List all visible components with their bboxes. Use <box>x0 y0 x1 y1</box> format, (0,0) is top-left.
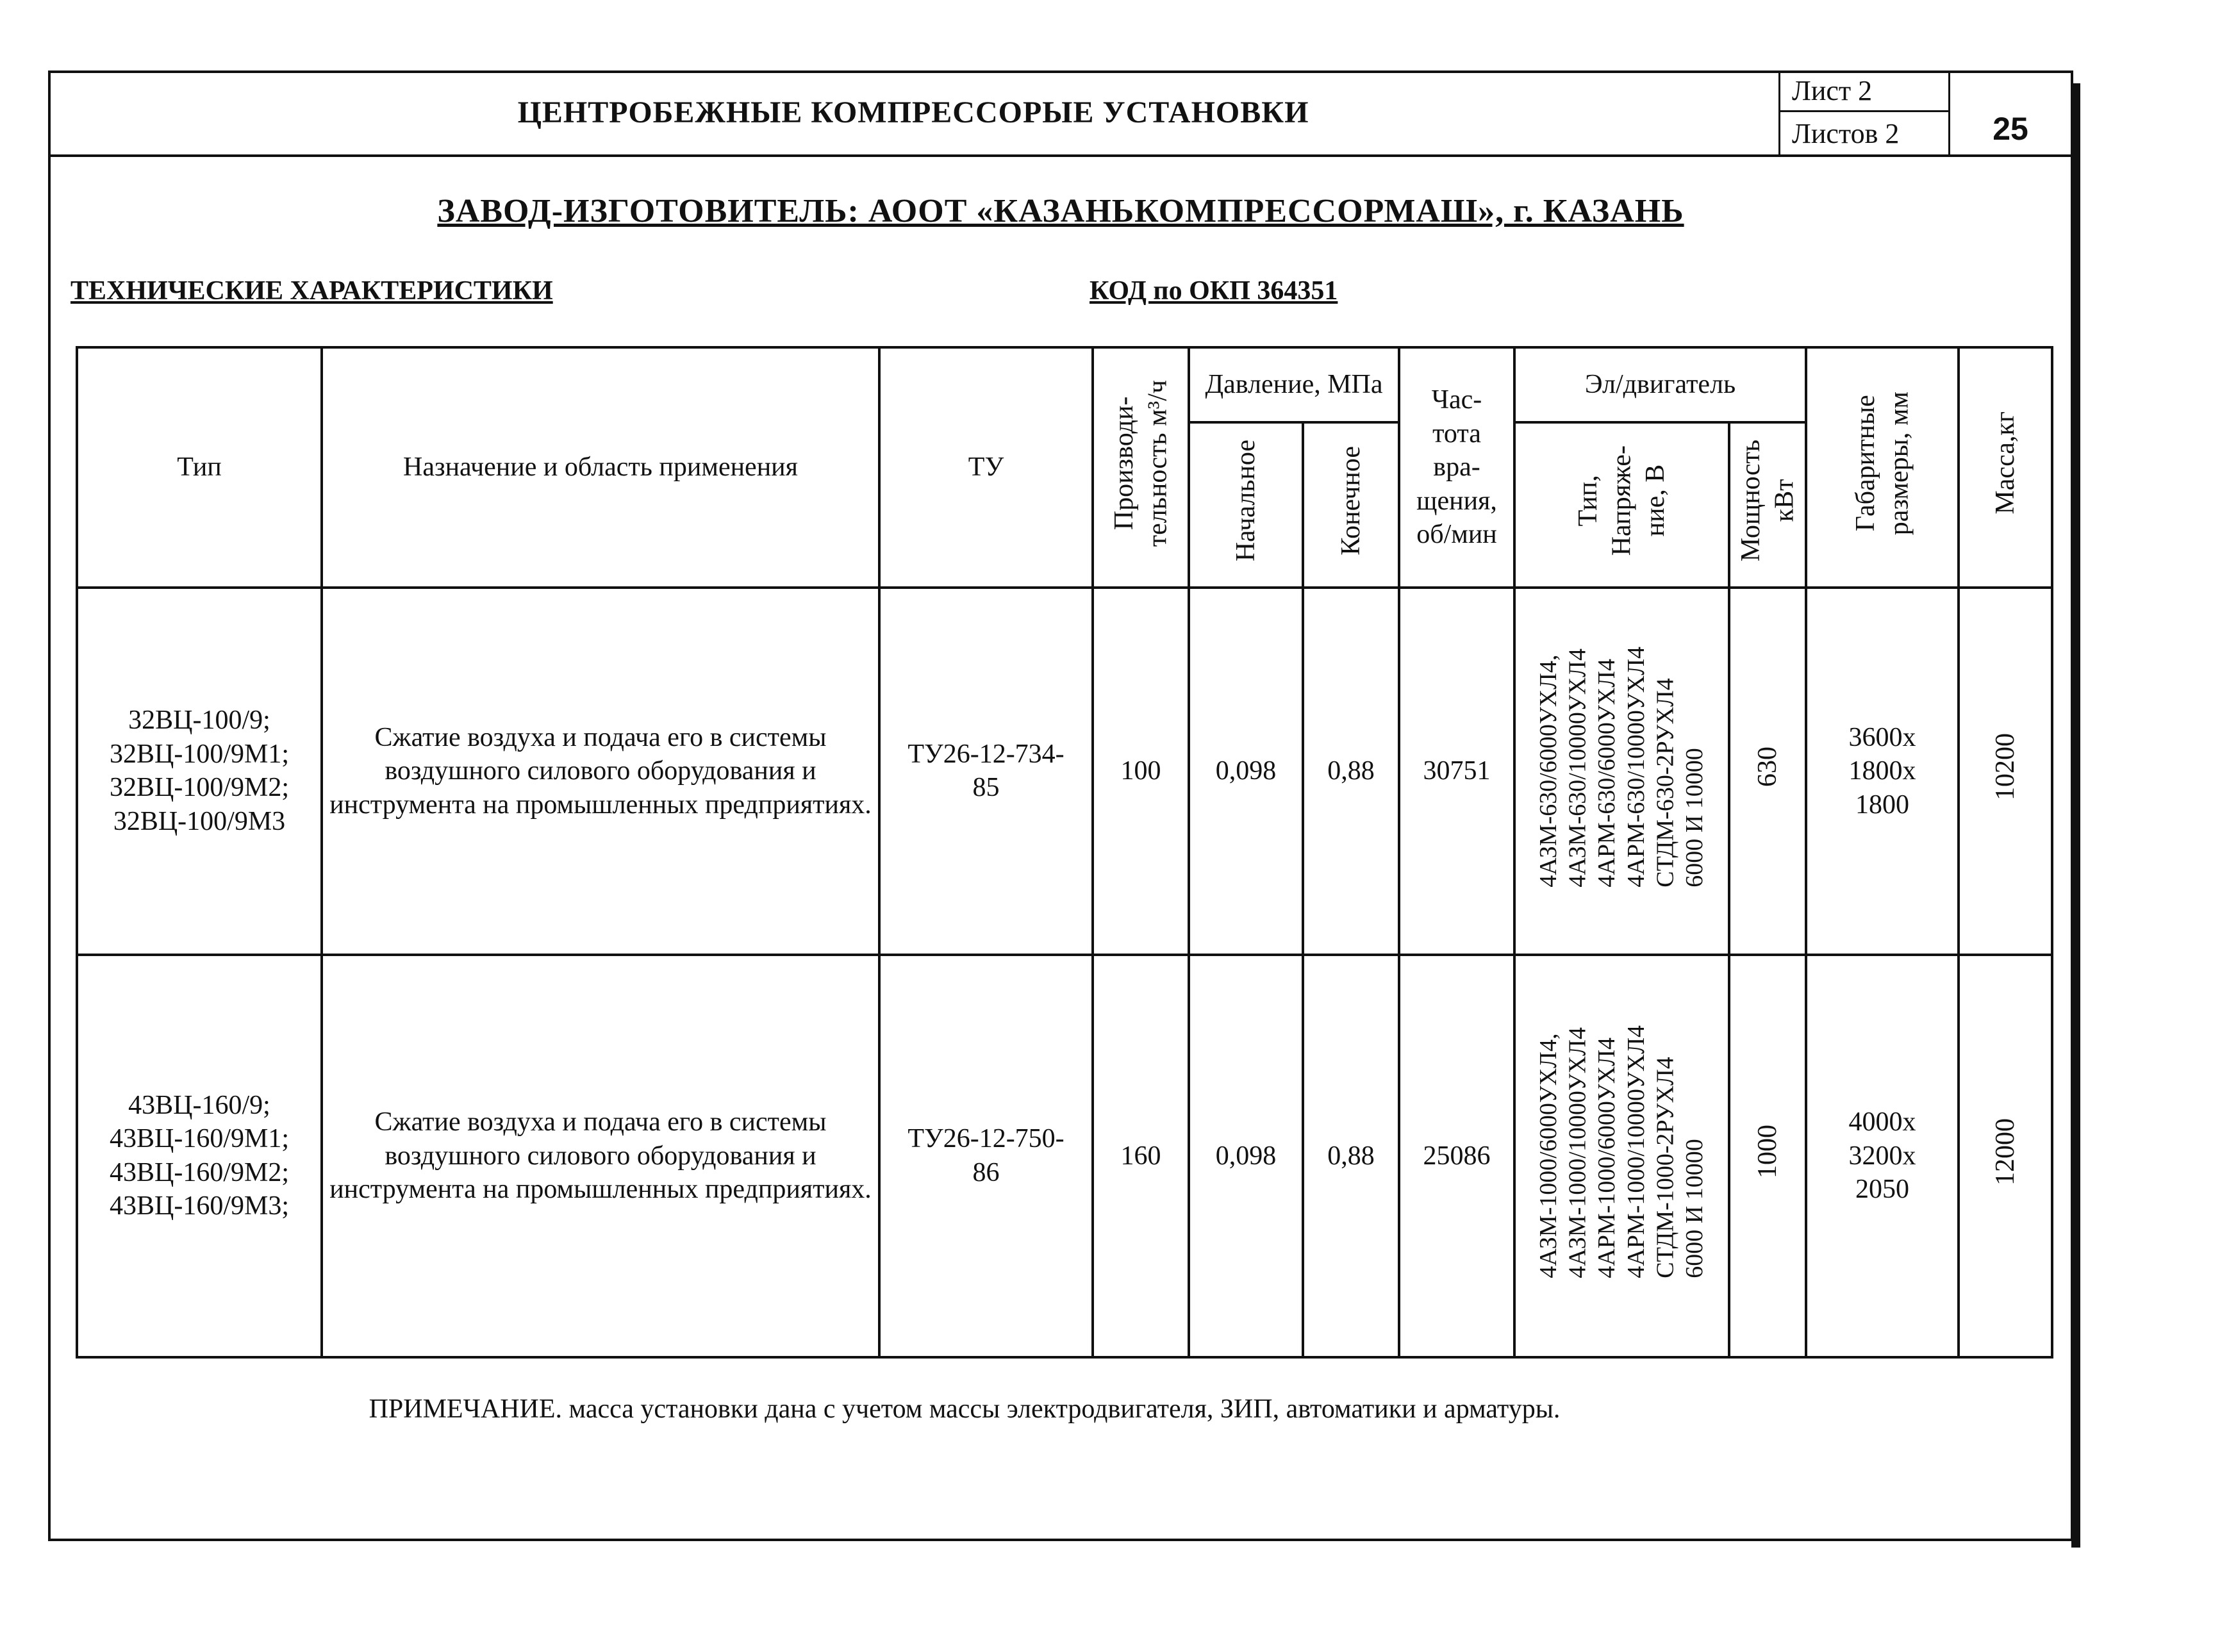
col-header-motor-type-text: Тип, Напряже- ние, В <box>1573 445 1670 556</box>
table-row <box>77 955 2052 1357</box>
section-heading-specs: ТЕХНИЧЕСКИЕ ХАРАКТЕРИСТИКИ <box>70 276 553 306</box>
cell-mass <box>1959 588 2052 955</box>
cell-capacity: 160 <box>1093 955 1189 1357</box>
col-header-pressure-initial <box>1189 422 1303 588</box>
col-header-dimensions-text: Габаритные размеры, мм <box>1850 391 1914 535</box>
cell-dimensions: 4000х 3200х 2050 <box>1806 955 1959 1357</box>
cell-motor-type-text: 4АЗМ-630/6000УХЛ4, 4АЗМ-630/10000УХЛ4 4АРМ-630/6000УХЛ4 4АРМ-630/10000УХЛ4 СТДМ-630-2РУХЛ4 6000 И 10000 <box>1534 646 1708 888</box>
spec-table <box>76 346 2053 1359</box>
cell-purpose: Сжатие воздуха и подача его в системы воздушного силового оборудования и инструмента на промышленных предприятиях. <box>322 955 879 1357</box>
col-header-pressure-final-text: Конечное <box>1336 445 1366 556</box>
cell-pressure-initial: 0,098 <box>1189 955 1303 1357</box>
cell-motor-power <box>1729 588 1806 955</box>
cell-tu: ТУ26-12-750- 86 <box>879 955 1093 1357</box>
cell-motor-type <box>1514 588 1729 955</box>
cell-motor-power-text: 630 <box>1752 747 1782 788</box>
col-header-purpose: Назначение и область применения <box>322 347 879 588</box>
table-row <box>77 588 2052 955</box>
col-header-capacity <box>1093 347 1189 588</box>
cell-motor-power-text: 1000 <box>1752 1125 1782 1179</box>
section-heading-okp-code: КОД по ОКП 364351 <box>1090 276 1338 306</box>
col-header-speed: Час- тота вра- щения, об/мин <box>1399 347 1514 588</box>
sheets-total: Листов 2 <box>1792 118 1900 149</box>
col-header-pressure: Давление, МПа <box>1189 347 1399 422</box>
col-header-pressure-initial-text: Начальное <box>1231 439 1261 562</box>
col-header-motor-power <box>1729 422 1806 588</box>
col-header-dimensions <box>1806 347 1959 588</box>
cell-type: 43ВЦ-160/9; 43ВЦ-160/9М1; 43ВЦ-160/9М2; 43ВЦ-160/9М3; <box>77 955 322 1357</box>
title-block <box>48 70 2073 157</box>
cell-speed: 25086 <box>1399 955 1514 1357</box>
document-title: ЦЕНТРОБЕЖНЫЕ КОМПРЕССОРЫЕ УСТАНОВКИ <box>517 95 1309 129</box>
cell-dimensions: 3600х 1800х 1800 <box>1806 588 1959 955</box>
cell-motor-power <box>1729 955 1806 1357</box>
sheet-number: Лист 2 <box>1780 70 1948 112</box>
col-header-motor: Эл/двигатель <box>1514 347 1806 422</box>
col-header-type: Тип <box>77 347 322 588</box>
cell-pressure-initial: 0,098 <box>1189 588 1303 955</box>
frame-shadow-edge <box>2071 83 2080 1548</box>
cell-pressure-final: 0,88 <box>1303 588 1399 955</box>
page-number: 25 <box>1993 110 2028 147</box>
col-header-capacity-text: Производи- тельность м³/ч <box>1109 379 1172 547</box>
col-header-motor-type <box>1514 422 1729 588</box>
cell-motor-type <box>1514 955 1729 1357</box>
col-header-mass <box>1959 347 2052 588</box>
col-header-mass-text: Масса,кг <box>1990 411 2020 515</box>
col-header-pressure-final <box>1303 422 1399 588</box>
col-header-tu: ТУ <box>879 347 1093 588</box>
cell-tu: ТУ26-12-734- 85 <box>879 588 1093 955</box>
col-header-motor-power-text: Мощность кВт <box>1736 439 1800 562</box>
cell-mass <box>1959 955 2052 1357</box>
cell-motor-type-text: 4АЗМ-1000/6000УХЛ4, 4АЗМ-1000/10000УХЛ4 4АРМ-1000/6000УХЛ4 4АРМ-1000/10000УХЛ4 СТДМ-1000-2РУХЛ4 6000 И 10000 <box>1534 1025 1708 1278</box>
manufacturer-heading: ЗАВОД-ИЗГОТОВИТЕЛЬ: АООТ «КАЗАНЬКОМПРЕССОРМАШ», г. КАЗАНЬ <box>437 193 1684 229</box>
footnote: ПРИМЕЧАНИЕ. масса установки дана с учетом массы электродвигателя, ЗИП, автоматики и арматуры. <box>369 1394 1561 1424</box>
cell-mass-text: 12000 <box>1990 1118 2020 1185</box>
cell-speed: 30751 <box>1399 588 1514 955</box>
cell-pressure-final: 0,88 <box>1303 955 1399 1357</box>
cell-purpose: Сжатие воздуха и подача его в системы воздушного силового оборудования и инструмента на промышленных предприятиях. <box>322 588 879 955</box>
cell-capacity: 100 <box>1093 588 1189 955</box>
cell-mass-text: 10200 <box>1990 733 2020 801</box>
cell-type: 32ВЦ-100/9; 32ВЦ-100/9М1; 32ВЦ-100/9М2; 32ВЦ-100/9М3 <box>77 588 322 955</box>
